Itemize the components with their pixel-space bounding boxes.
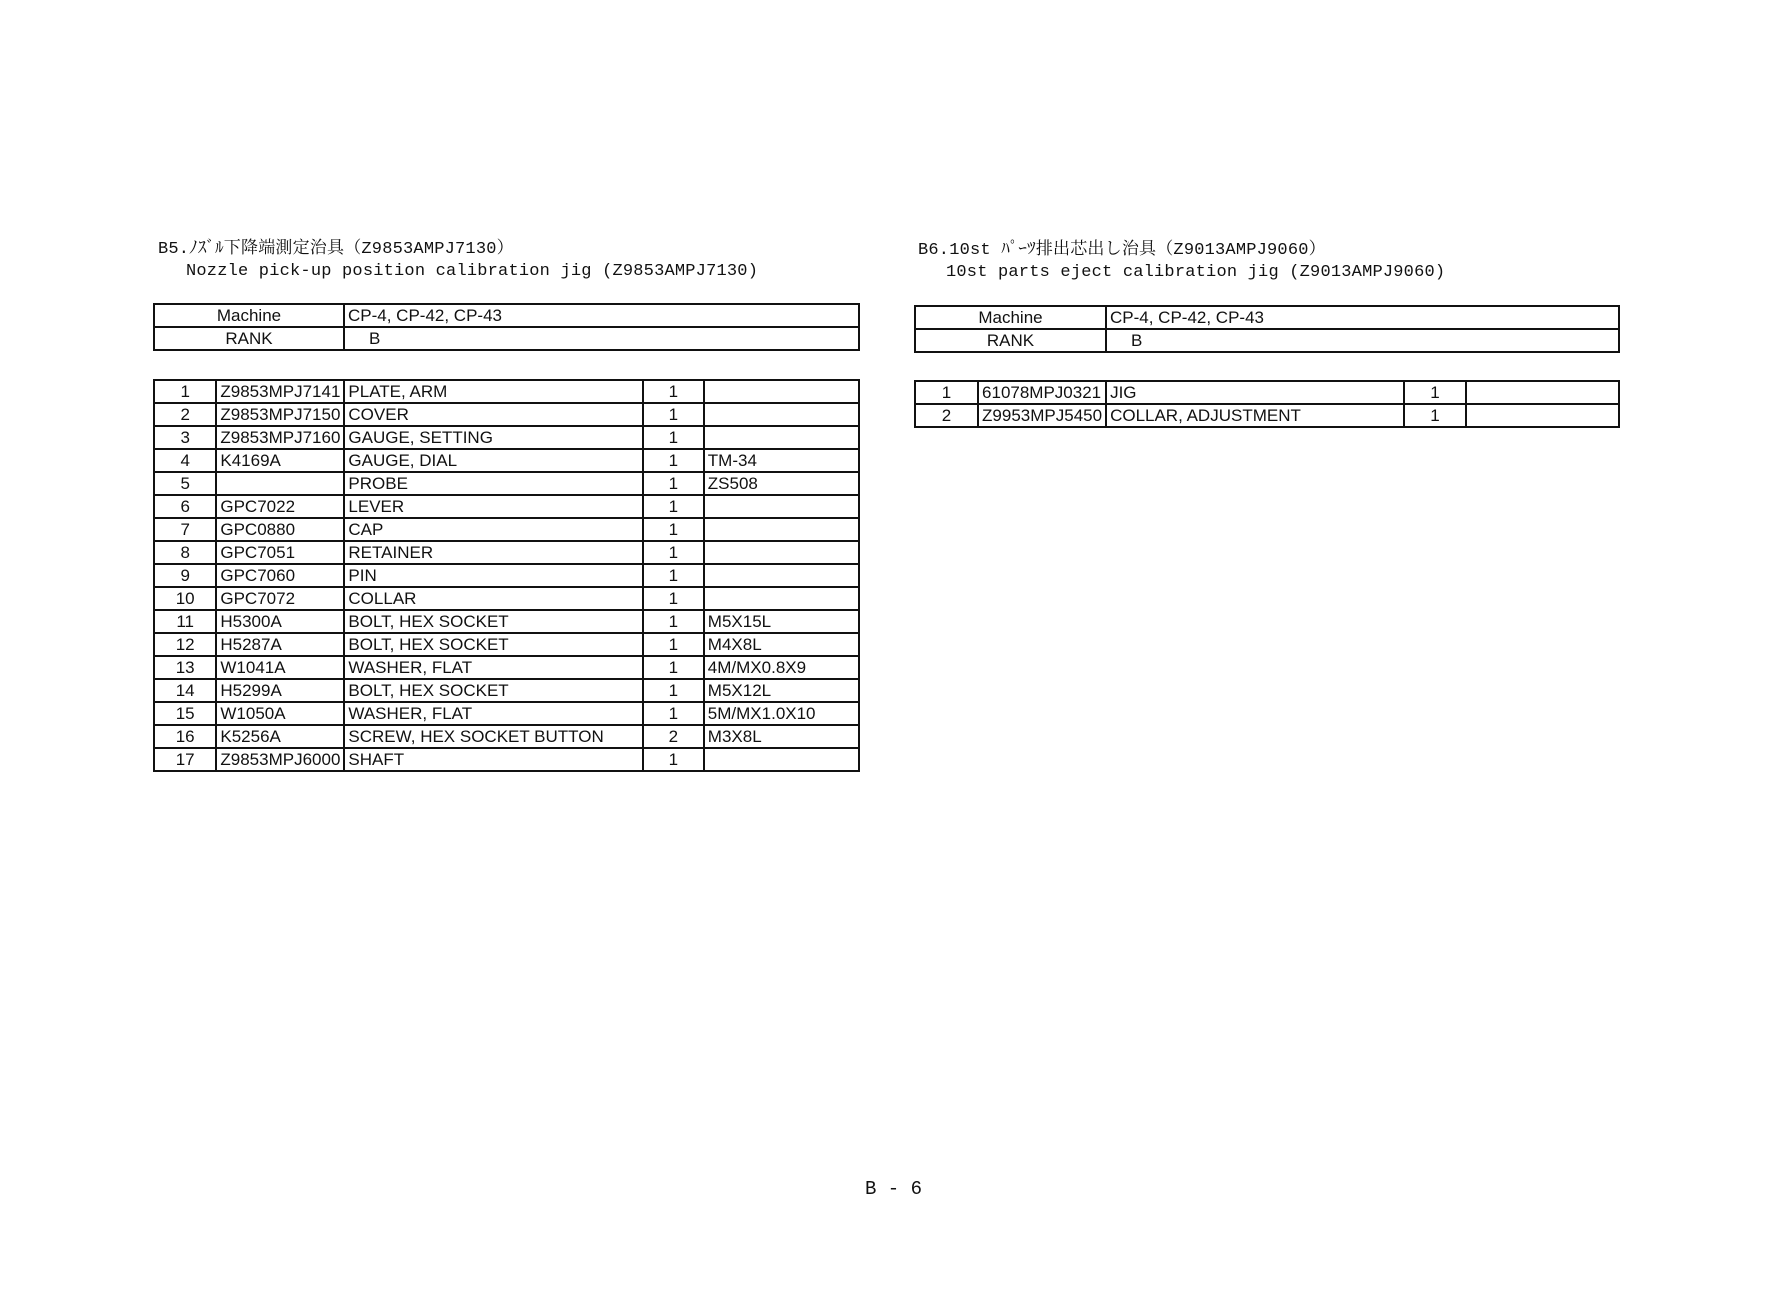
part-name-cell: COVER xyxy=(344,403,642,426)
table-row xyxy=(154,380,859,403)
quantity-cell: 1 xyxy=(643,656,704,679)
remark-cell xyxy=(704,564,859,587)
item-number-cell: 14 xyxy=(154,679,216,702)
b6-parts-body xyxy=(915,381,1619,427)
item-number-cell: 1 xyxy=(154,380,216,403)
part-number-cell: Z9953MPJ5450 xyxy=(978,404,1106,427)
quantity-cell: 1 xyxy=(643,472,704,495)
part-number-cell xyxy=(216,472,344,495)
b5-title-en: Nozzle pick-up position calibration jig (Z9853AMPJ7130) xyxy=(186,262,759,281)
machine-row xyxy=(154,304,859,327)
table-row xyxy=(154,541,859,564)
remark-cell: M5X15L xyxy=(704,610,859,633)
remark-cell: 5M/MX1.0X10 xyxy=(704,702,859,725)
quantity-cell: 1 xyxy=(643,495,704,518)
b5-parts-table xyxy=(153,379,860,772)
part-number-cell: GPC0880 xyxy=(216,518,344,541)
part-name-cell: GAUGE, SETTING xyxy=(344,426,642,449)
part-number-cell: H5300A xyxy=(216,610,344,633)
remark-cell xyxy=(704,495,859,518)
quantity-cell: 1 xyxy=(643,403,704,426)
item-number-cell: 9 xyxy=(154,564,216,587)
quantity-cell: 1 xyxy=(1404,381,1466,404)
remark-cell xyxy=(1466,404,1619,427)
machine-label: Machine xyxy=(915,306,1106,329)
item-number-cell: 12 xyxy=(154,633,216,656)
remark-cell xyxy=(704,380,859,403)
part-name-cell: RETAINER xyxy=(344,541,642,564)
remark-cell: M3X8L xyxy=(704,725,859,748)
remark-cell xyxy=(1466,381,1619,404)
b6-title-en: 10st parts eject calibration jig (Z9013AMPJ9060) xyxy=(946,263,1446,282)
rank-value: B xyxy=(344,327,859,350)
table-row xyxy=(154,748,859,771)
item-number-cell: 8 xyxy=(154,541,216,564)
machine-value: CP-4, CP-42, CP-43 xyxy=(1106,306,1619,329)
part-name-cell: BOLT, HEX SOCKET xyxy=(344,610,642,633)
b6-machine-table xyxy=(914,305,1620,353)
quantity-cell: 1 xyxy=(643,541,704,564)
table-row xyxy=(154,679,859,702)
remark-cell xyxy=(704,541,859,564)
table-row xyxy=(154,725,859,748)
table-row xyxy=(154,656,859,679)
quantity-cell: 1 xyxy=(643,610,704,633)
quantity-cell: 2 xyxy=(643,725,704,748)
page-number: B - 6 xyxy=(865,1178,923,1200)
table-row xyxy=(915,381,1619,404)
quantity-cell: 1 xyxy=(643,564,704,587)
b5-machine-table xyxy=(153,303,860,351)
part-name-cell: PROBE xyxy=(344,472,642,495)
item-number-cell: 3 xyxy=(154,426,216,449)
item-number-cell: 4 xyxy=(154,449,216,472)
part-name-cell: SHAFT xyxy=(344,748,642,771)
quantity-cell: 1 xyxy=(643,449,704,472)
quantity-cell: 1 xyxy=(643,587,704,610)
quantity-cell: 1 xyxy=(643,633,704,656)
remark-cell: 4M/MX0.8X9 xyxy=(704,656,859,679)
table-row xyxy=(154,403,859,426)
quantity-cell: 1 xyxy=(643,426,704,449)
rank-row xyxy=(154,327,859,350)
item-number-cell: 10 xyxy=(154,587,216,610)
b5-section xyxy=(158,233,758,281)
table-row xyxy=(154,610,859,633)
b6-section xyxy=(918,234,1445,282)
item-number-cell: 5 xyxy=(154,472,216,495)
table-row xyxy=(154,564,859,587)
part-number-cell: Z9853MPJ7150 xyxy=(216,403,344,426)
part-name-cell: LEVER xyxy=(344,495,642,518)
quantity-cell: 1 xyxy=(643,702,704,725)
remark-cell xyxy=(704,426,859,449)
rank-label: RANK xyxy=(915,329,1106,352)
remark-cell xyxy=(704,518,859,541)
quantity-cell: 1 xyxy=(643,748,704,771)
item-number-cell: 13 xyxy=(154,656,216,679)
quantity-cell: 1 xyxy=(643,679,704,702)
item-number-cell: 2 xyxy=(915,404,978,427)
part-number-cell: K5256A xyxy=(216,725,344,748)
remark-cell xyxy=(704,748,859,771)
table-row xyxy=(915,404,1619,427)
part-name-cell: WASHER, FLAT xyxy=(344,702,642,725)
quantity-cell: 1 xyxy=(1404,404,1466,427)
rank-value: B xyxy=(1106,329,1619,352)
item-number-cell: 17 xyxy=(154,748,216,771)
rank-label: RANK xyxy=(154,327,344,350)
remark-cell: M4X8L xyxy=(704,633,859,656)
machine-value: CP-4, CP-42, CP-43 xyxy=(344,304,859,327)
part-number-cell: GPC7051 xyxy=(216,541,344,564)
table-row xyxy=(154,449,859,472)
table-row xyxy=(154,518,859,541)
remark-cell: ZS508 xyxy=(704,472,859,495)
part-number-cell: W1041A xyxy=(216,656,344,679)
quantity-cell: 1 xyxy=(643,518,704,541)
table-row xyxy=(154,472,859,495)
item-number-cell: 2 xyxy=(154,403,216,426)
part-number-cell: H5287A xyxy=(216,633,344,656)
machine-row xyxy=(915,306,1619,329)
part-number-cell: GPC7072 xyxy=(216,587,344,610)
table-row xyxy=(154,495,859,518)
part-name-cell: CAP xyxy=(344,518,642,541)
part-name-cell: BOLT, HEX SOCKET xyxy=(344,679,642,702)
part-number-cell: GPC7022 xyxy=(216,495,344,518)
part-name-cell: SCREW, HEX SOCKET BUTTON xyxy=(344,725,642,748)
part-name-cell: GAUGE, DIAL xyxy=(344,449,642,472)
part-number-cell: Z9853MPJ7141 xyxy=(216,380,344,403)
part-number-cell: H5299A xyxy=(216,679,344,702)
part-name-cell: JIG xyxy=(1106,381,1404,404)
machine-label: Machine xyxy=(154,304,344,327)
b5-parts-body xyxy=(154,380,859,771)
item-number-cell: 6 xyxy=(154,495,216,518)
quantity-cell: 1 xyxy=(643,380,704,403)
item-number-cell: 11 xyxy=(154,610,216,633)
item-number-cell: 15 xyxy=(154,702,216,725)
part-name-cell: PIN xyxy=(344,564,642,587)
part-name-cell: COLLAR, ADJUSTMENT xyxy=(1106,404,1404,427)
part-number-cell: GPC7060 xyxy=(216,564,344,587)
part-name-cell: WASHER, FLAT xyxy=(344,656,642,679)
remark-cell xyxy=(704,587,859,610)
part-number-cell: 61078MPJ0321 xyxy=(978,381,1106,404)
table-row xyxy=(154,426,859,449)
b5-title-jp: B5.ﾉｽﾞﾙ下降端測定治具（Z9853AMPJ7130） xyxy=(158,240,514,259)
remark-cell: TM-34 xyxy=(704,449,859,472)
b6-title-jp: B6.10st ﾊﾟｰﾂ排出芯出し治具（Z9013AMPJ9060） xyxy=(918,241,1326,260)
part-number-cell: W1050A xyxy=(216,702,344,725)
table-row xyxy=(154,587,859,610)
item-number-cell: 16 xyxy=(154,725,216,748)
table-row xyxy=(154,633,859,656)
item-number-cell: 1 xyxy=(915,381,978,404)
item-number-cell: 7 xyxy=(154,518,216,541)
table-row xyxy=(154,702,859,725)
remark-cell xyxy=(704,403,859,426)
part-number-cell: Z9853MPJ6000 xyxy=(216,748,344,771)
part-number-cell: K4169A xyxy=(216,449,344,472)
b6-parts-table xyxy=(914,380,1620,428)
remark-cell: M5X12L xyxy=(704,679,859,702)
rank-row xyxy=(915,329,1619,352)
part-name-cell: COLLAR xyxy=(344,587,642,610)
part-number-cell: Z9853MPJ7160 xyxy=(216,426,344,449)
part-name-cell: PLATE, ARM xyxy=(344,380,642,403)
part-name-cell: BOLT, HEX SOCKET xyxy=(344,633,642,656)
